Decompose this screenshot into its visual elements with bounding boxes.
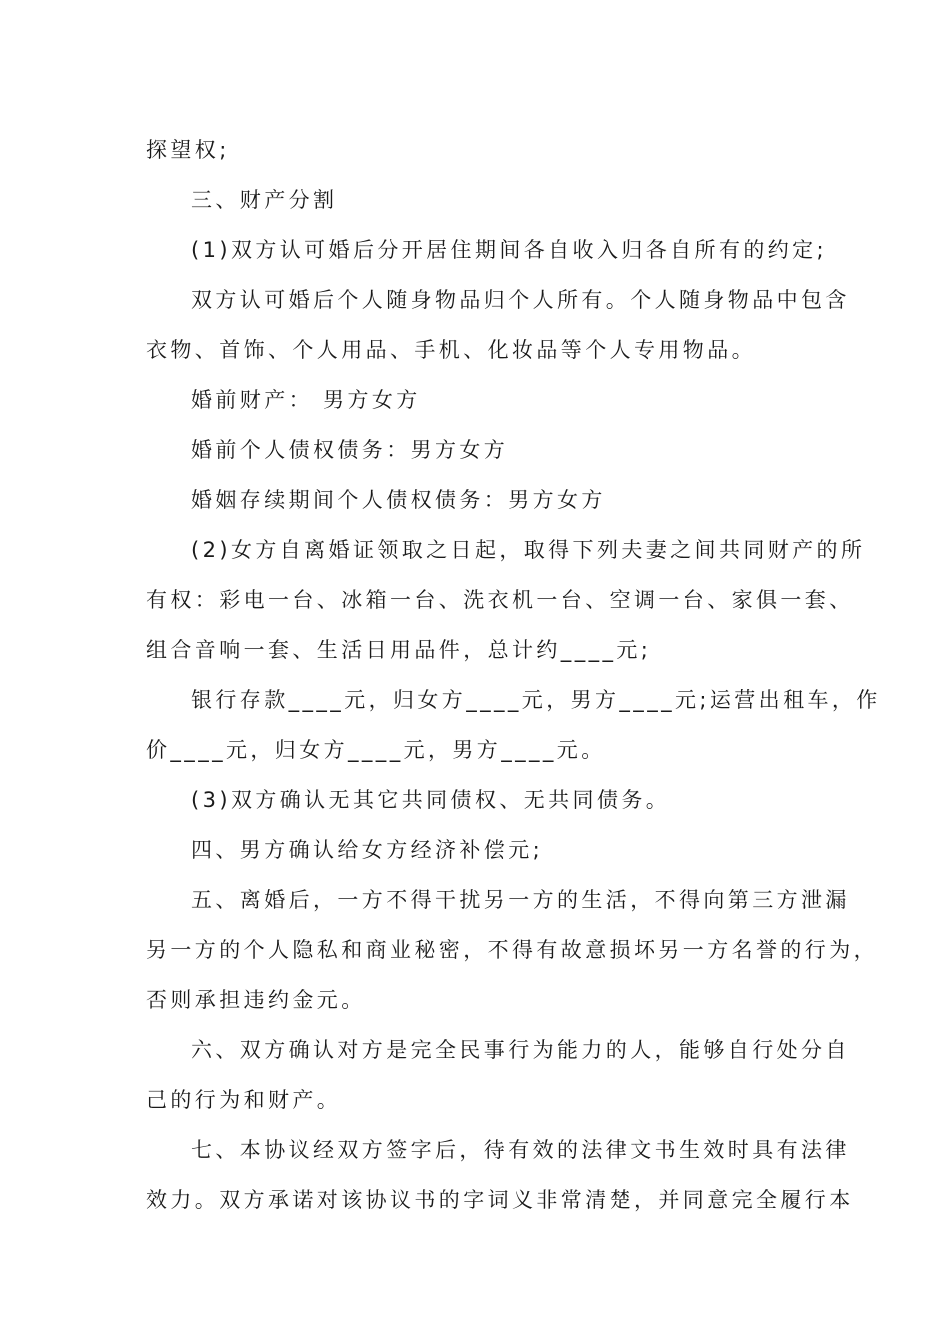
text-line: 衣物、首饰、个人用品、手机、化妆品等个人专用物品。 [146,338,756,362]
text-line: 己的行为和财产。 [146,1088,342,1112]
text-line: 价____元，归女方____元，男方____元。 [146,738,606,762]
text-line: 探望权; [146,138,230,162]
section-heading-property-division: 三、财产分割 [191,188,338,212]
text-line: 婚前个人债权债务：男方女方 [191,438,509,462]
text-line: 婚前财产： 男方女方 [191,388,421,412]
text-line: 五、离婚后，一方不得干扰另一方的生活，不得向第三方泄漏 [191,888,850,912]
text-line: 银行存款____元，归女方____元，男方____元;运营出租车，作 [191,688,881,712]
section-heading-compensation: 四、男方确认给女方经济补偿元; [191,838,544,862]
text-line: 有权：彩电一台、冰箱一台、洗衣机一台、空调一台、家俱一套、 [146,588,854,612]
text-line: (2)女方自离婚证领取之日起，取得下列夫妻之间共同财产的所 [191,538,866,562]
text-line: 否则承担违约金元。 [146,988,366,1012]
text-line: 双方认可婚后个人随身物品归个人所有。个人随身物品中包含 [191,288,850,312]
text-line: 婚姻存续期间个人债权债务：男方女方 [191,488,606,512]
text-line: 组合音响一套、生活日用品件，总计约____元; [146,638,652,662]
text-line: (3)双方确认无其它共同债权、无共同债务。 [191,788,671,812]
text-line: 七、本协议经双方签字后，待有效的法律文书生效时具有法律 [191,1138,850,1162]
text-line: 效力。双方承诺对该协议书的字词义非常清楚，并同意完全履行本 [146,1188,854,1212]
text-line: 六、双方确认对方是完全民事行为能力的人，能够自行处分自 [191,1038,850,1062]
text-line: (1)双方认可婚后分开居住期间各自收入归各自所有的约定; [191,238,828,262]
text-line: 另一方的个人隐私和商业秘密，不得有故意损坏另一方名誉的行为， [146,938,878,962]
